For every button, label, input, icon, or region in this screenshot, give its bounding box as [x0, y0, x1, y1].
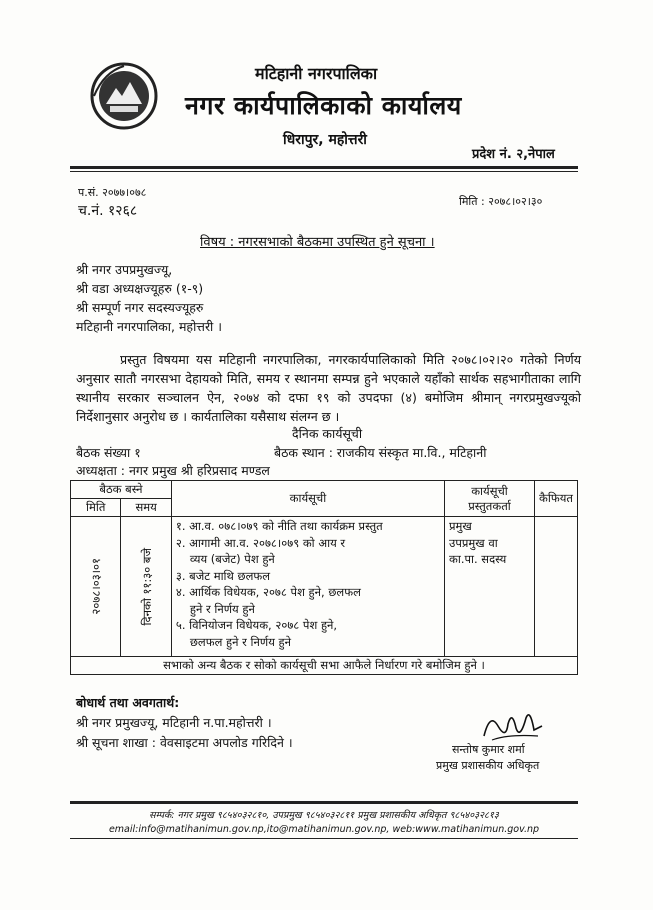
office-title: नगर कार्यपालिकाको कार्यालय	[185, 91, 462, 120]
letter-date: मिति : २०७८।०२।३०	[459, 195, 543, 208]
presenter-line: प्रमुख	[449, 519, 472, 533]
recipient-line: श्री सम्पूर्ण नगर सदस्यज्यूहरु	[76, 300, 204, 315]
header-divider	[70, 166, 578, 169]
recipient-line: श्री वडा अध्यक्षज्यूहरु (१-९)	[76, 281, 204, 296]
agenda-item: छलफल हुने र निर्णय हुने	[189, 634, 292, 649]
office-address: धिरापुर, महोत्तरी	[283, 132, 367, 148]
col-header-agenda: कार्यसूची	[171, 481, 444, 517]
meeting-venue: बैठक स्थान : राजकीय संस्कृत मा.वि., मटिहानी	[274, 445, 487, 460]
agenda-heading: दैनिक कार्यसूची	[292, 426, 363, 441]
province-label: प्रदेश नं. २,नेपाल	[472, 147, 555, 162]
col-header-presenter: कार्यसूची प्रस्तुतकर्ता	[445, 481, 535, 517]
table-footer-note: सभाको अन्य बैठक र सोको कार्यसूची सभा आफैले निर्धारण गरे बमोजिम हुने ।	[71, 657, 578, 675]
cc-line: श्री सूचना शाखा : वेवसाइटमा अपलोड गरिदिने ।	[76, 735, 293, 750]
dispatch-number: च.नं. १२६८	[78, 203, 138, 219]
reference-number: प.सं. २०७७।०७८	[78, 186, 147, 199]
col-header-time: समय	[121, 499, 171, 517]
subject-line: विषय : नगरसभाको बैठकमा उपस्थित हुने सूचना ।	[200, 235, 435, 250]
signatory-title: प्रमुख प्रशासकीय अधिकृत	[436, 759, 540, 772]
footer-contact: सम्पर्क: नगर प्रमुख ९८५४०३२८१०, उपप्रमुख ९८५४०३२८११ प्रमुख प्रशासकीय अधिकृत ९८५४०३२८१३	[149, 810, 499, 821]
agenda-item: ५. विनियोजन विधेयक, २०७८ पेश हुने,	[175, 618, 338, 632]
meeting-number: बैठक संख्या १	[76, 445, 141, 460]
presenter-line: का.पा. सदस्य	[449, 552, 507, 566]
footer-divider	[70, 801, 578, 804]
col-header-date: मिति	[71, 499, 121, 517]
footer-email: email:info@matihanimun.gov.np,ito@matihanimun.gov.np, web:www.matihanimun.gov.np	[108, 824, 540, 835]
agenda-table	[70, 480, 578, 675]
cc-line: श्री नगर प्रमुखज्यू, मटिहानी न.पा.महोत्तरी ।	[76, 715, 272, 730]
signatory-name: सन्तोष कुमार शर्मा	[452, 743, 525, 756]
presenter-cell	[445, 517, 535, 657]
agenda-items	[171, 517, 444, 657]
handwritten-signature-icon	[478, 706, 548, 746]
col-header-meeting-time: बैठक बस्ने	[71, 481, 172, 499]
meeting-date: २०७८।०३।०१	[89, 558, 104, 615]
agenda-item: हुने र निर्णय हुने	[189, 601, 255, 616]
meeting-time-cell	[121, 517, 171, 657]
remarks-cell	[534, 517, 577, 657]
agenda-item: ४. आर्थिक विधेयक, २०७८ पेश हुने, छलफल	[175, 585, 361, 599]
presenter-line: उपप्रमुख वा	[449, 535, 498, 550]
agenda-item: ३. बजेट माथि छलफल	[175, 568, 271, 583]
recipient-line: श्री नगर उपप्रमुखज्यू,	[76, 262, 173, 277]
footer-divider-thin	[70, 838, 578, 839]
meeting-time: दिनको ११:३० बजे	[139, 547, 154, 626]
agenda-item: व्यय (बजेट) पेश हुने	[189, 552, 275, 566]
body-paragraph: प्रस्तुत विषयमा यस मटिहानी नगरपालिका, नगरकार्यपालिकाको मिति २०७८।०२।२० गतेको निर्णय अनुसार सातौ नगरसभा देहायको मिति, समय र स्थानमा सम्पन्न हुने भएकाले यहाँको सार्थक सहभागीताका लागि स्थानीय सरकार सञ्चालन ऐन, २०७४ को दफा १९ को उपदफा (४) बमोजिम श्रीमान् नगरप्रमुखज्यूको निर्देशानुसार अनुरोध छ । कार्यतालिका यसैसाथ संलग्न छ ।	[76, 352, 581, 424]
agenda-item: २. आगामी आ.व. २०७८।०७९ को आय र	[175, 535, 346, 550]
municipality-name: मटिहानी नगरपालिका	[255, 64, 378, 83]
cc-heading: बोधार्थ तथा अवगतार्थ:	[76, 695, 180, 710]
chairperson: अध्यक्षता : नगर प्रमुख श्री हरिप्रसाद मण्डल	[76, 463, 270, 478]
government-emblem-icon	[90, 62, 158, 130]
agenda-item: १. आ.व. ०७८।०७९ को नीति तथा कार्यक्रम प्रस्तुत	[175, 519, 383, 533]
col-header-remarks: कैफियत	[534, 481, 577, 517]
header-divider-thin	[70, 171, 578, 172]
meeting-date-cell	[71, 517, 121, 657]
recipient-line: मटिहानी नगरपालिका, महोत्तरी ।	[76, 319, 223, 334]
